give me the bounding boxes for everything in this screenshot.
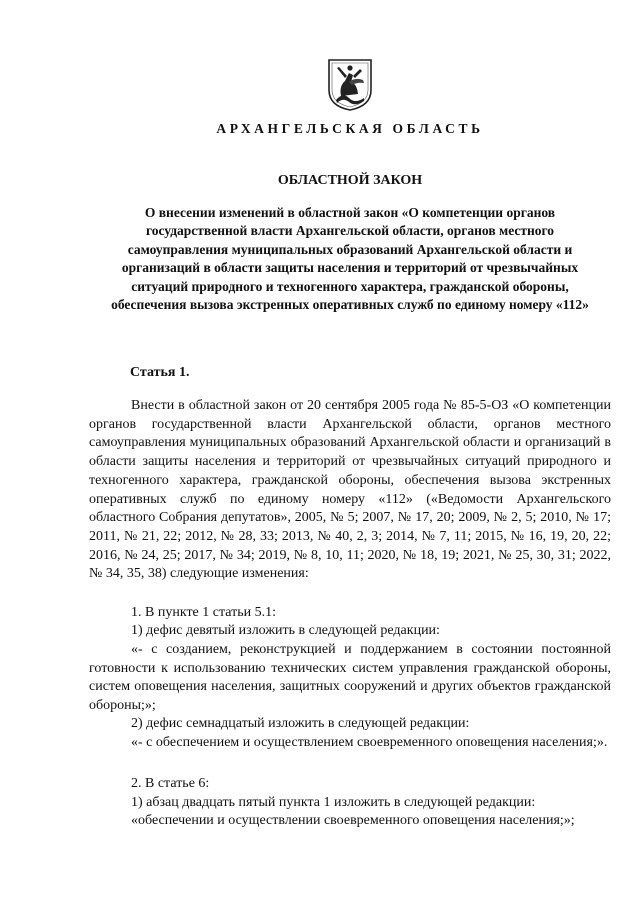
item-1-subitem-2-text: «- с обеспечением и осуществлением своевременного оповещения населения;».	[131, 735, 608, 750]
item-2-subitem-1-text: «обеспечении и осуществлении своевременного оповещения населения;»;	[131, 813, 575, 828]
item-1-subitem-1-text: «- с созданием, реконструкцией и поддержанием в состоянии постоянной готовности к использованию технических систем управления гражданской обороны, систем оповещения населения, защитных сооружений и других объектов гражданской обороны;»;	[89, 642, 611, 714]
law-title: О внесении изменений в областной закон «О компетенции органов государственной власти Архангельской области, органов местного самоуправления муниципальных образований Архангельской области и организаций в области защиты населения и территорий от чрезвычайных ситуаций природного и техногенного характера, гражданской обороны, обеспечения вызова экстренных оперативных служб по единому номеру «112»	[111, 205, 589, 313]
item-2-heading: 2. В статье 6:	[131, 776, 210, 791]
intro-paragraph: Внести в областной закон от 20 сентября 2005 года № 85-5-ОЗ «О компетенции органов государственной власти Архангельской области, органов местного самоуправления муниципальных образований Архангельской области и организаций в области защиты населения и территорий от чрезвычайных ситуаций природного и техногенного характера, гражданской обороны, обеспечения вызова экстренных оперативных служб по единому номеру «112» («Ведомости Архангельского областного Собрания депутатов», 2005, № 5; 2007, № 17, 20; 2009, № 2, 5; 2010, № 17; 2011, № 21, 22; 2012, № 28, 33; 2013, № 40, 2, 3; 2014, № 7, 11; 2015, № 16, 19, 20, 22; 2016, № 24, 25; 2017, № 34; 2019, № 8, 10, 11; 2020, № 18, 19; 2021, № 25, 30, 31; 2022, № 34, 35, 38) следующие изменения:	[89, 398, 611, 582]
region-heading: АРХАНГЕЛЬСКАЯ ОБЛАСТЬ	[216, 121, 484, 136]
article-heading: Статья 1.	[130, 365, 190, 380]
law-type-heading: ОБЛАСТНОЙ ЗАКОН	[277, 173, 423, 188]
item-1-heading: 1. В пункте 1 статьи 5.1:	[131, 605, 277, 620]
item-1-subitem-2: 2) дефис семнадцатый изложить в следующей редакции:	[131, 716, 470, 731]
item-1-subitem-1: 1) дефис девятый изложить в следующей редакции:	[131, 623, 440, 638]
arkhangelsk-coat-of-arms-icon	[327, 56, 373, 112]
item-2-subitem-1: 1) абзац двадцать пятый пункта 1 изложить в следующей редакции:	[131, 795, 536, 810]
